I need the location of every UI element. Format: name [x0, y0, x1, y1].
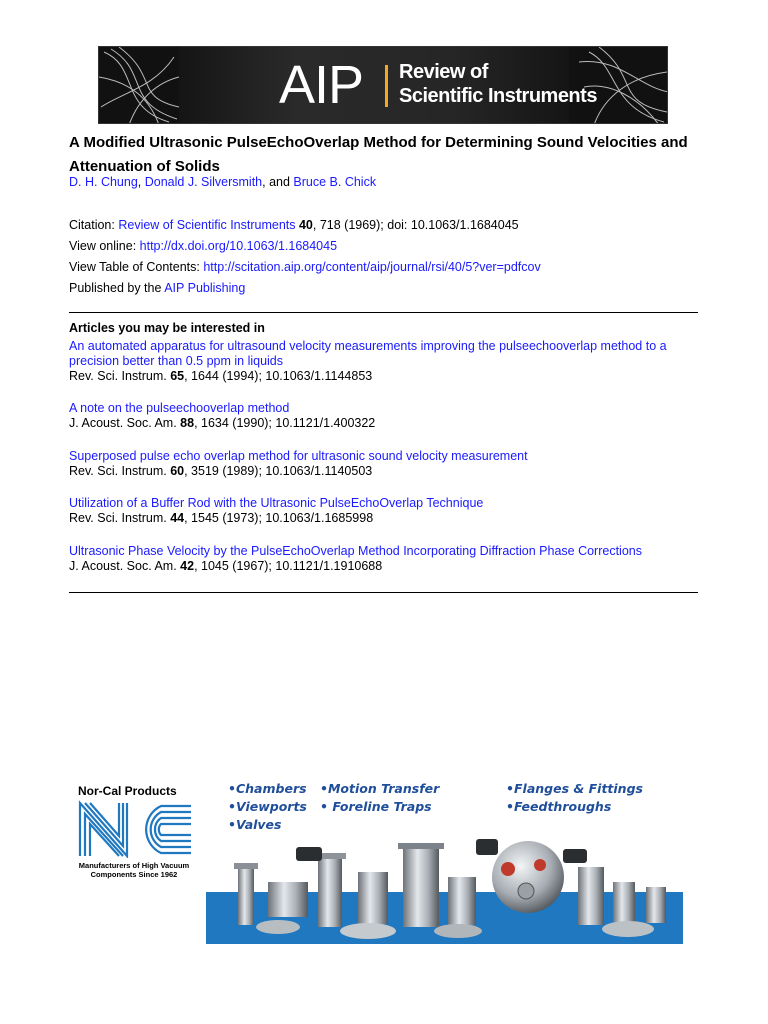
- view-online-label: View online:: [69, 239, 140, 253]
- author-link[interactable]: Donald J. Silversmith: [144, 175, 263, 189]
- journal-link[interactable]: Review of Scientific Instruments: [118, 218, 296, 232]
- related-article-title-link[interactable]: Ultrasonic Phase Velocity by the PulseEchoOverlap Method Incorporating Diffraction Phase Corrections: [69, 544, 642, 558]
- ad-bullet: •Valves: [228, 817, 282, 832]
- advertisement[interactable]: [48, 722, 720, 990]
- toc-line: [69, 260, 541, 274]
- citation-line: [69, 218, 519, 232]
- journal-name-line1: Review of: [399, 61, 488, 83]
- publisher-label: Published by the: [69, 281, 165, 295]
- publisher-line: [69, 281, 245, 295]
- related-article: [69, 339, 694, 384]
- aip-logo: AIP: [279, 55, 364, 115]
- related-article-citation: Rev. Sci. Instrum. 44, 1545 (1973); 10.1063/1.1685998: [69, 511, 374, 525]
- ad-bullet: •Feedthroughs: [506, 799, 612, 814]
- ad-company-name: Nor-Cal Products: [78, 784, 177, 798]
- related-article: [69, 496, 694, 526]
- ad-phone[interactable]: 800-824-4166: [74, 915, 162, 931]
- author-list: [69, 175, 376, 189]
- citation-label: Citation:: [69, 218, 119, 232]
- ad-bullet: •Viewports: [228, 799, 307, 814]
- author-link[interactable]: Bruce B. Chick: [293, 175, 377, 189]
- related-article-title-link[interactable]: A note on the pulseechooverlap method: [69, 401, 290, 415]
- related-article-citation: Rev. Sci. Instrum. 60, 3519 (1989); 10.1063/1.1140503: [69, 464, 373, 478]
- journal-banner: [98, 46, 668, 124]
- article-title: A Modified Ultrasonic PulseEchoOverlap Method for Determining Sound Velocities and Attenuation of Solids: [69, 134, 688, 175]
- author-separator: , and: [262, 175, 294, 189]
- related-article-title-link[interactable]: An automated apparatus for ultrasound velocity measurements improving the pulseechooverlap method to a precision better than 0.5 ppm in liquids: [69, 339, 667, 368]
- view-online-line: [69, 239, 337, 253]
- related-article-citation: J. Acoust. Soc. Am. 42, 1045 (1967); 10.1121/1.1910688: [69, 559, 383, 573]
- divider-bottom: [69, 592, 698, 593]
- related-article-citation: Rev. Sci. Instrum. 65, 1644 (1994); 10.1063/1.1144853: [69, 369, 373, 383]
- ad-bullet: • Foreline Traps: [320, 799, 432, 814]
- nc-logo-icon: [77, 800, 195, 858]
- publisher-link[interactable]: AIP Publishing: [164, 281, 246, 295]
- related-articles-heading: Articles you may be interested in: [69, 321, 265, 335]
- toc-label: View Table of Contents:: [69, 260, 204, 274]
- ad-bullet: •Motion Transfer: [320, 781, 440, 796]
- ad-website[interactable]: www.n-c.com: [74, 897, 164, 913]
- vacuum-products-image: [208, 827, 683, 944]
- banner-divider: [385, 65, 388, 107]
- toc-link[interactable]: http://scitation.aip.org/content/aip/journal/rsi/40/5?ver=pdfcov: [203, 260, 541, 274]
- related-article-citation: J. Acoust. Soc. Am. 88, 1634 (1990); 10.1121/1.400322: [69, 416, 376, 430]
- ad-bullet: •Flanges & Fittings: [506, 781, 643, 796]
- related-article-title-link[interactable]: Superposed pulse echo overlap method for ultrasonic sound velocity measurement: [69, 449, 528, 463]
- related-article: [69, 544, 694, 574]
- ad-tagline: Manufacturers of High Vacuum Components Since 1962: [78, 861, 190, 879]
- author-link[interactable]: D. H. Chung: [69, 175, 138, 189]
- doi-link[interactable]: http://dx.doi.org/10.1063/1.1684045: [139, 239, 338, 253]
- journal-name-line2: Scientific Instruments: [399, 85, 597, 107]
- citation-details: , 718 (1969); doi: 10.1063/1.1684045: [312, 218, 519, 232]
- related-article: [69, 401, 694, 431]
- citation-volume: 40: [298, 218, 313, 232]
- related-article-title-link[interactable]: Utilization of a Buffer Rod with the Ultrasonic PulseEchoOverlap Technique: [69, 496, 484, 510]
- author-separator: ,: [137, 175, 145, 189]
- divider-top: [69, 312, 698, 313]
- related-article: [69, 449, 694, 479]
- ad-bullet: •Chambers: [228, 781, 307, 796]
